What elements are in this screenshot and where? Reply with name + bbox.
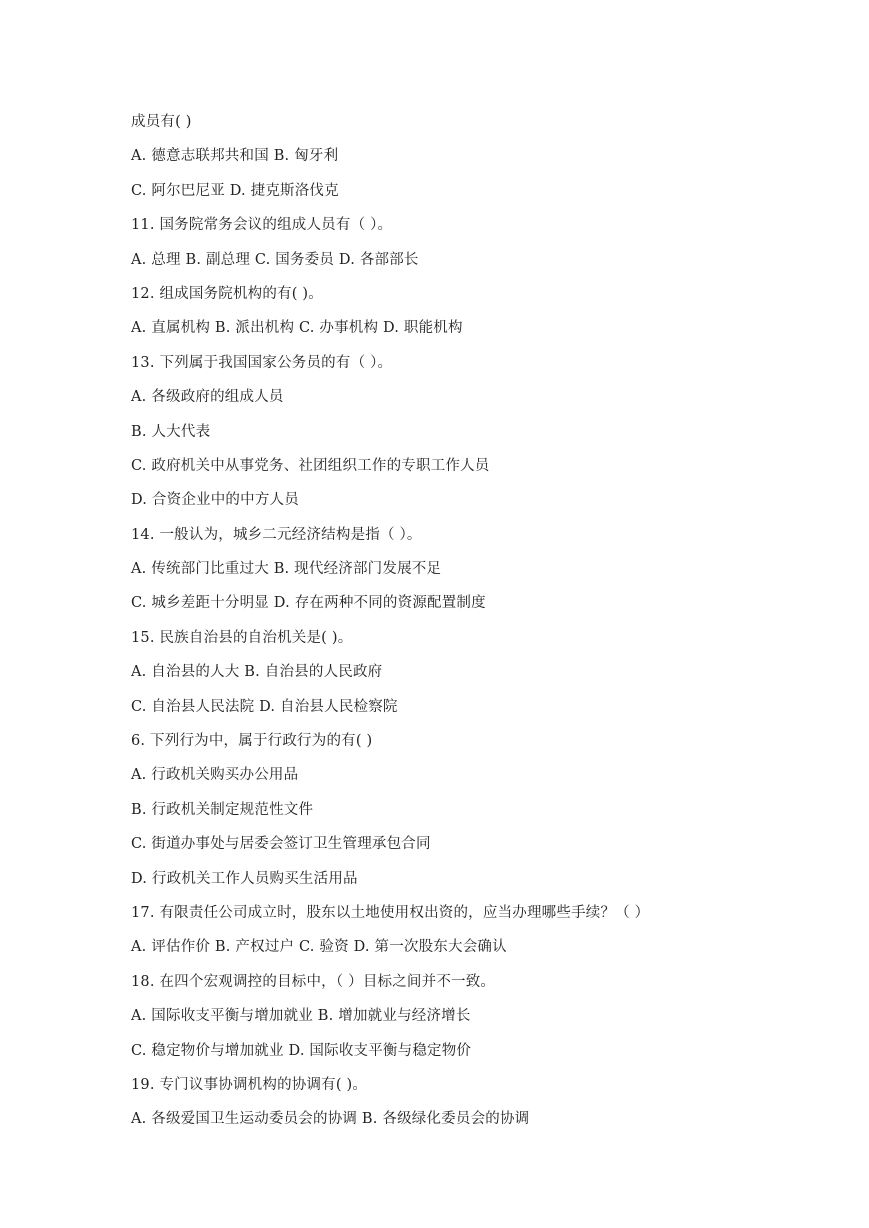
question-10-options-ab: A. 德意志联邦共和国 B. 匈牙利: [131, 148, 339, 165]
question-17-options: A. 评估作价 B. 产权过户 C. 验资 D. 第一次股东大会确认: [131, 939, 507, 956]
question-16-option-b: B. 行政机关制定规范性文件: [131, 801, 314, 818]
question-18-options-ab: A. 国际收支平衡与增加就业 B. 增加就业与经济增长: [131, 1008, 471, 1025]
question-17-stem: 17. 有限责任公司成立时，股东以土地使用权出资的，应当办理哪些手续？（ ）: [131, 904, 650, 921]
question-13-option-b: B. 人大代表: [131, 423, 211, 440]
question-14-stem: 14. 一般认为，城乡二元经济结构是指（ ）。: [131, 526, 422, 543]
question-15-options-ab: A. 自治县的人大 B. 自治县的人民政府: [131, 664, 383, 681]
question-12-stem: 12. 组成国务院机构的有( )。: [131, 285, 323, 302]
question-19-stem: 19. 专门议事协调机构的协调有( )。: [131, 1076, 368, 1093]
question-18-stem: 18. 在四个宏观调控的目标中，（ ）目标之间并不一致。: [131, 973, 496, 990]
question-15-options-cd: C. 自治县人民法院 D. 自治县人民检察院: [131, 698, 398, 715]
question-16-stem: 6. 下列行为中，属于行政行为的有( ): [131, 733, 373, 750]
question-14-options-cd: C. 城乡差距十分明显 D. 存在两种不同的资源配置制度: [131, 595, 486, 612]
question-19-options-ab: A. 各级爱国卫生运动委员会的协调 B. 各级绿化委员会的协调: [131, 1111, 530, 1128]
question-16-option-d: D. 行政机关工作人员购买生活用品: [131, 870, 358, 887]
question-16-option-a: A. 行政机关购买办公用品: [131, 767, 299, 784]
question-13-option-a: A. 各级政府的组成人员: [131, 389, 284, 406]
question-14-options-ab: A. 传统部门比重过大 B. 现代经济部门发展不足: [131, 561, 442, 578]
question-11-stem: 11. 国务院常务会议的组成人员有（ ）。: [131, 217, 393, 234]
question-15-stem: 15. 民族自治县的自治机关是( )。: [131, 629, 353, 646]
document-body: [131, 110, 831, 1142]
question-13-option-d: D. 合资企业中的中方人员: [131, 492, 299, 509]
question-16-option-c: C. 街道办事处与居委会签订卫生管理承包合同: [131, 836, 431, 853]
question-10-stem-continuation: 成员有( ): [131, 114, 192, 130]
question-12-options: A. 直属机构 B. 派出机构 C. 办事机构 D. 职能机构: [131, 320, 463, 337]
question-13-option-c: C. 政府机关中从事党务、社团组织工作的专职工作人员: [131, 457, 490, 474]
question-18-options-cd: C. 稳定物价与增加就业 D. 国际收支平衡与稳定物价: [131, 1042, 472, 1059]
question-13-stem: 13. 下列属于我国国家公务员的有（ ）。: [131, 354, 393, 371]
question-10-options-cd: C. 阿尔巴尼亚 D. 捷克斯洛伐克: [131, 182, 339, 199]
question-11-options: A. 总理 B. 副总理 C. 国务委员 D. 各部部长: [131, 251, 419, 268]
